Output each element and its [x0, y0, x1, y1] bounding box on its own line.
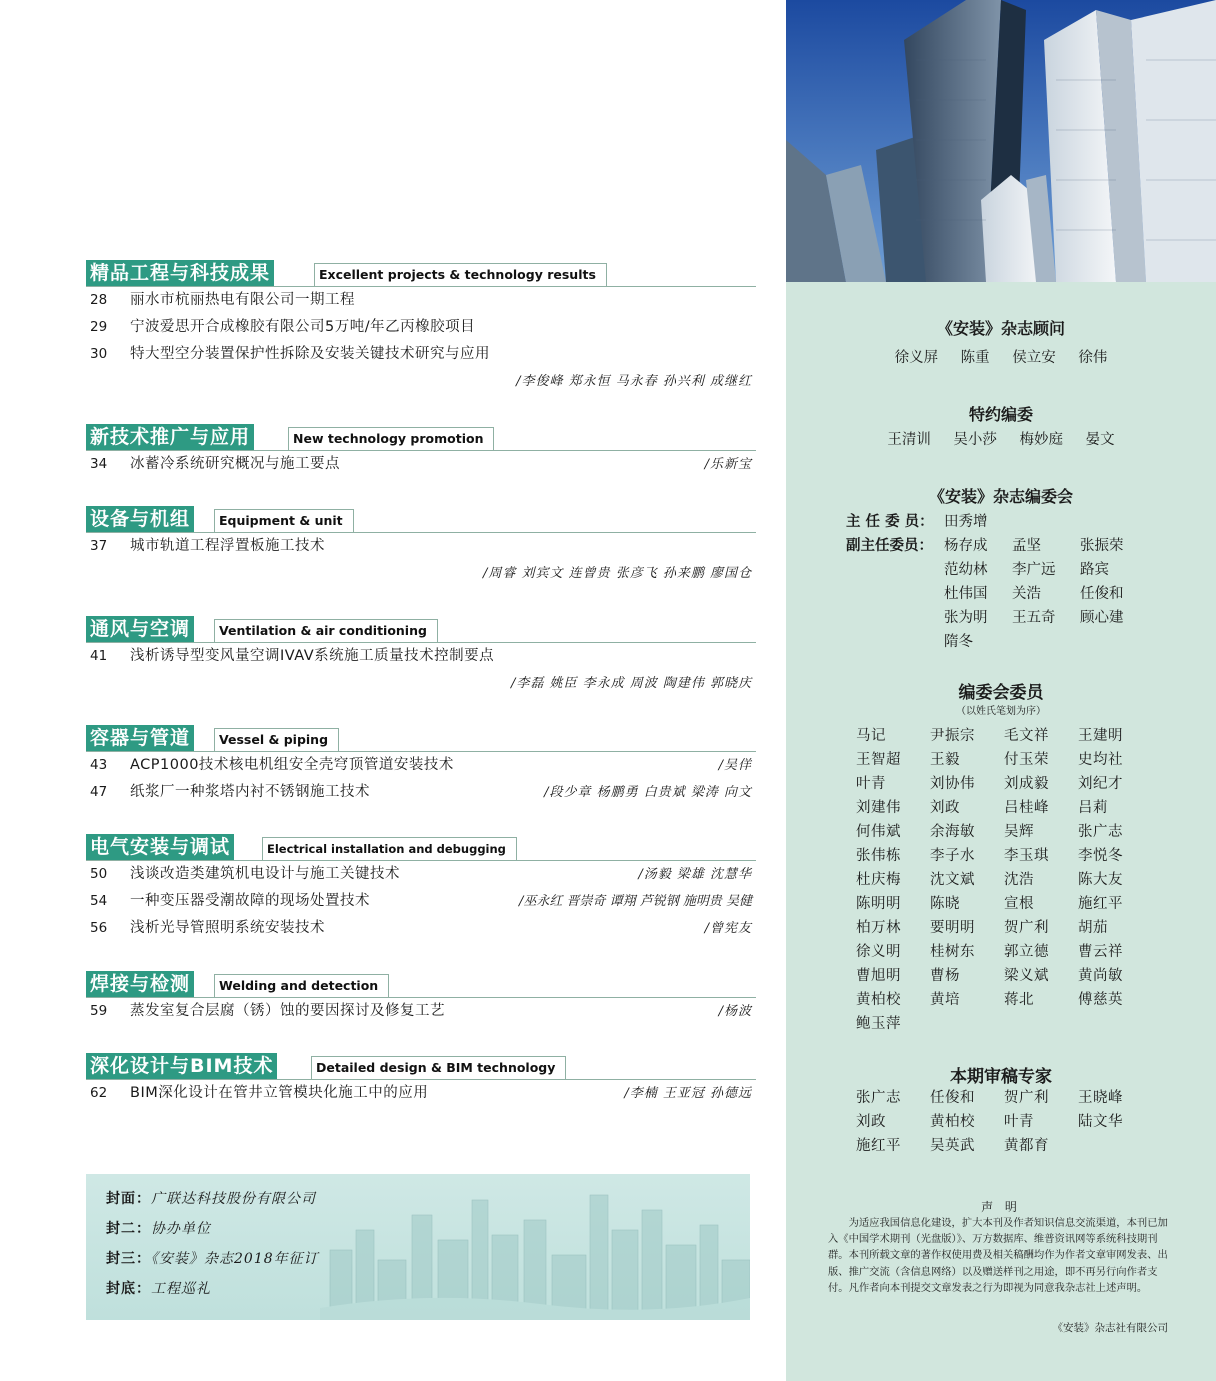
name-row	[856, 844, 1156, 868]
person-name: 吴英武	[930, 1138, 975, 1154]
name-row	[856, 772, 1156, 796]
article-title: ACP1000技术核电机组安全壳穹顶管道安装技术	[130, 757, 454, 773]
section-header	[86, 1053, 756, 1080]
person-name: 要明明	[930, 920, 975, 936]
section-title: 新技术推广与应用	[86, 424, 254, 450]
person-name: 付玉荣	[1004, 752, 1049, 768]
cover-value: 工程巡礼	[151, 1281, 211, 1297]
section-title-en: Welding and detection	[214, 974, 389, 997]
article-authors: /吴佯	[718, 758, 752, 773]
person-name: 李子水	[930, 848, 975, 864]
page-number: 37	[90, 538, 108, 554]
person-name: 刘建伟	[856, 800, 901, 816]
toc-entry[interactable]	[86, 341, 756, 368]
person-name: 陈晓	[930, 896, 960, 912]
person-name: 叶青	[1004, 1114, 1034, 1130]
person-name: 柏万林	[856, 920, 901, 936]
vice-name: 李广远	[1012, 562, 1056, 578]
person-name: 陈明明	[856, 896, 901, 912]
person-name: 刘协伟	[930, 776, 975, 792]
person-name: 尹振宗	[930, 728, 975, 744]
section-title-en: Vessel & piping	[214, 728, 339, 751]
page-number: 47	[90, 784, 108, 800]
person-name: 曹云祥	[1078, 944, 1123, 960]
toc-section	[86, 506, 756, 587]
board-committee	[846, 510, 1148, 654]
toc-section	[86, 616, 756, 697]
reviewers-grid	[856, 1086, 1156, 1158]
skyscraper-photo	[786, 0, 1216, 282]
cover-value: 广联达科技股份有限公司	[151, 1191, 316, 1207]
toc-entry[interactable]	[86, 451, 756, 478]
toc-entry[interactable]	[86, 915, 756, 942]
vice-name: 张振荣	[1080, 538, 1124, 554]
person-name: 王毅	[930, 752, 960, 768]
person-name: 刘纪才	[1078, 776, 1123, 792]
members-note: （以姓氏笔划为序）	[956, 706, 1046, 717]
person-name: 李玉琪	[1004, 848, 1049, 864]
name-row	[856, 796, 1156, 820]
person-name: 张广志	[856, 1090, 901, 1106]
person-name: 梁义斌	[1004, 968, 1049, 984]
article-title: 浅谈改造类建筑机电设计与施工关键技术	[130, 866, 400, 882]
vice-name: 杜伟国	[944, 586, 988, 602]
section-header	[86, 834, 756, 861]
person-name: 吴辉	[1004, 824, 1034, 840]
person-name: 马记	[856, 728, 886, 744]
masthead-panel	[786, 0, 1216, 1381]
cover-label: 封二：	[106, 1221, 151, 1237]
section-header	[86, 506, 756, 533]
page-number: 30	[90, 346, 108, 362]
vice-name: 王五奇	[1012, 610, 1056, 626]
page-number: 28	[90, 292, 108, 308]
article-authors: /巫永红 晋崇奇 谭翔 芦锐钢 施明贵 吴健	[518, 894, 752, 909]
person-name: 陆文华	[1078, 1114, 1123, 1130]
vice-name: 张为明	[944, 610, 988, 626]
section-title-en: Detailed design & BIM technology	[311, 1056, 566, 1079]
toc-section	[86, 424, 756, 478]
board-director-row	[846, 510, 1148, 534]
article-title: 蒸发室复合层腐（锈）蚀的要因探讨及修复工艺	[130, 1003, 445, 1019]
special-editors-title: 特约编委	[968, 405, 1033, 424]
board-vice-row	[846, 558, 1148, 582]
cover-item	[106, 1184, 316, 1214]
person-name: 贺广利	[1004, 1090, 1049, 1106]
article-title: BIM深化设计在管井立管模块化施工中的应用	[130, 1085, 429, 1101]
cover-label: 封底：	[106, 1281, 151, 1297]
article-authors: /曾宪友	[704, 921, 752, 936]
person-name: 胡茄	[1078, 920, 1108, 936]
person-name: 杜庆梅	[856, 872, 901, 888]
toc-entry[interactable]	[86, 314, 756, 341]
page-number: 29	[90, 319, 108, 335]
page-number: 41	[90, 648, 108, 664]
toc-entry[interactable]	[86, 861, 756, 888]
toc-entry[interactable]	[86, 888, 756, 915]
article-title: 特大型空分装置保护性拆除及安装关键技术研究与应用	[130, 346, 490, 362]
toc-entry[interactable]	[86, 752, 756, 779]
cover-info-box	[86, 1174, 750, 1320]
person-name: 张广志	[1078, 824, 1123, 840]
declaration-signature: 《安装》杂志社有限公司	[1052, 1322, 1168, 1334]
person-name: 刘政	[856, 1114, 886, 1130]
toc-entry[interactable]	[86, 998, 756, 1025]
person-name: 陈大友	[1078, 872, 1123, 888]
page-number: 62	[90, 1085, 108, 1101]
name-row	[856, 988, 1156, 1012]
person-name: 任俊和	[930, 1090, 975, 1106]
vice-name: 隋冬	[944, 634, 973, 650]
person-name: 余海敏	[930, 824, 975, 840]
article-authors: /段少章 杨鹏勇 白贵斌 梁涛 向文	[544, 785, 752, 800]
section-title-en: Excellent projects & technology results	[314, 263, 607, 286]
article-authors: /杨波	[718, 1004, 752, 1019]
vice-name: 关浩	[1012, 586, 1041, 602]
person-name: 桂树东	[930, 944, 975, 960]
section-title-en: Equipment & unit	[214, 509, 354, 532]
article-authors: /汤毅 梁雄 沈慧华	[638, 867, 752, 882]
person-name: 何伟斌	[856, 824, 901, 840]
name-row	[856, 820, 1156, 844]
name-row	[856, 1086, 1156, 1110]
section-title: 焊接与检测	[86, 971, 194, 997]
advisors-names: 徐义屏 陈重 侯立安 徐伟	[894, 350, 1108, 366]
board-vice-row	[846, 606, 1148, 630]
person-name: 吕莉	[1078, 800, 1108, 816]
section-title-en: Electrical installation and debugging	[262, 837, 517, 860]
article-title: 冰蓄冷系统研究概况与施工要点	[130, 456, 340, 472]
article-title: 城市轨道工程浮置板施工技术	[130, 538, 325, 554]
article-title: 一种变压器受潮故障的现场处置技术	[130, 893, 370, 909]
cover-value: 《安装》杂志2018年征订	[151, 1251, 319, 1267]
person-name: 王建明	[1078, 728, 1123, 744]
name-row	[856, 1134, 1156, 1158]
person-name: 刘政	[930, 800, 960, 816]
person-name: 史均社	[1078, 752, 1123, 768]
page-number: 34	[90, 456, 108, 472]
article-title: 宁波爱思开合成橡胶有限公司5万吨/年乙丙橡胶项目	[130, 319, 476, 335]
section-title-en: New technology promotion	[288, 427, 494, 450]
name-row	[856, 964, 1156, 988]
person-name: 徐义明	[856, 944, 901, 960]
vice-name: 范幼林	[944, 562, 988, 578]
article-title: 纸浆厂一种浆塔内衬不锈钢施工技术	[130, 784, 370, 800]
section-header	[86, 971, 756, 998]
page-number: 59	[90, 1003, 108, 1019]
person-name: 黄尚敏	[1078, 968, 1123, 984]
cover-label: 封面：	[106, 1191, 151, 1207]
article-authors: /李楠 王亚冠 孙德远	[624, 1086, 752, 1101]
vice-name: 顾心建	[1080, 610, 1124, 626]
vice-name: 路宾	[1080, 562, 1109, 578]
article-title: 浅析诱导型变风量空调IVAV系统施工质量技术控制要点	[130, 648, 495, 664]
members-title: 编委会委员	[958, 683, 1044, 703]
person-name: 黄都育	[1004, 1138, 1049, 1154]
declaration-title: 声 明	[981, 1200, 1021, 1214]
vice-label: 副主任委员：	[846, 538, 933, 554]
toc-entry[interactable]	[86, 1080, 756, 1107]
page-number: 43	[90, 757, 108, 773]
section-header	[86, 616, 756, 643]
special-editors-names: 王清训 吴小莎 梅妙庭 晏文	[887, 432, 1115, 448]
name-row	[856, 724, 1156, 748]
toc-entry[interactable]	[86, 287, 756, 314]
skyline-illustration	[320, 1180, 750, 1320]
article-title: 丽水市杭丽热电有限公司一期工程	[130, 292, 355, 308]
page-number: 54	[90, 893, 108, 909]
vice-name: 任俊和	[1080, 586, 1124, 602]
person-name: 王智超	[856, 752, 901, 768]
vice-name: 孟坚	[1012, 538, 1041, 554]
page-number: 50	[90, 866, 108, 882]
cover-item	[106, 1244, 319, 1274]
toc-section	[86, 260, 756, 395]
toc-section	[86, 834, 756, 942]
name-row	[856, 748, 1156, 772]
director-label: 主 任 委 员：	[846, 514, 934, 530]
section-title-en: Ventilation & air conditioning	[214, 619, 438, 642]
person-name: 蒋北	[1004, 992, 1034, 1008]
article-authors: /李俊峰 郑永恒 马永春 孙兴利 成继红	[516, 374, 752, 389]
toc-entry[interactable]	[86, 779, 756, 806]
person-name: 傅慈英	[1078, 992, 1123, 1008]
name-row	[856, 868, 1156, 892]
person-name: 沈浩	[1004, 872, 1034, 888]
toc-section	[86, 725, 756, 806]
person-name: 黄柏校	[856, 992, 901, 1008]
name-row	[856, 892, 1156, 916]
name-row	[856, 916, 1156, 940]
board-vice-row	[846, 582, 1148, 606]
section-title: 容器与管道	[86, 725, 194, 751]
cover-item	[106, 1214, 211, 1244]
article-title: 浅析光导管照明系统安装技术	[130, 920, 325, 936]
section-title: 电气安装与调试	[86, 834, 234, 860]
person-name: 刘成毅	[1004, 776, 1049, 792]
person-name: 郭立德	[1004, 944, 1049, 960]
person-name: 张伟栋	[856, 848, 901, 864]
toc-entry[interactable]	[86, 533, 756, 560]
person-name: 黄培	[930, 992, 960, 1008]
person-name: 沈文斌	[930, 872, 975, 888]
board-vice-row	[846, 630, 1148, 654]
person-name: 贺广利	[1004, 920, 1049, 936]
section-title: 设备与机组	[86, 506, 194, 532]
person-name: 李悦冬	[1078, 848, 1123, 864]
person-name: 曹杨	[930, 968, 960, 984]
page-number: 56	[90, 920, 108, 936]
name-row	[856, 1110, 1156, 1134]
section-header	[86, 424, 756, 451]
person-name: 吕桂峰	[1004, 800, 1049, 816]
cover-item	[106, 1274, 211, 1304]
section-title: 精品工程与科技成果	[86, 260, 274, 286]
members-grid	[856, 724, 1156, 1036]
person-name: 宣根	[1004, 896, 1034, 912]
section-header	[86, 260, 756, 287]
person-name: 曹旭明	[856, 968, 901, 984]
person-name: 施红平	[856, 1138, 901, 1154]
name-row	[856, 1012, 1156, 1036]
toc-section	[86, 1053, 756, 1107]
name-row	[856, 940, 1156, 964]
board-title: 《安装》杂志编委会	[928, 487, 1073, 506]
vice-name: 杨存成	[944, 538, 988, 554]
article-authors: /周睿 刘宾文 连曾贵 张彦飞 孙来鹏 廖国仓	[482, 566, 752, 581]
cover-value: 协办单位	[151, 1221, 211, 1237]
person-name: 施红平	[1078, 896, 1123, 912]
declaration-text: 为适应我国信息化建设，扩大本刊及作者知识信息交流渠道，本刊已加入《中国学术期刊（光盘版）》、万方数据库、维普资讯网等系统科技期刊群。本刊所载文章的著作权使用费及相关稿酬均作为作者文章审网发表、出版、推广交流（含信息网络）以及赠送样刊之用途，即不再另行向作者支付。凡作者向本刊提交文章发表之行为即视为同意我杂志社上述声明。	[828, 1217, 1168, 1294]
toc-entry[interactable]	[86, 643, 756, 670]
advisors-title: 《安装》杂志顾问	[936, 319, 1065, 338]
person-name: 黄柏校	[930, 1114, 975, 1130]
person-name: 叶青	[856, 776, 886, 792]
person-name: 王晓峰	[1078, 1090, 1123, 1106]
section-title: 通风与空调	[86, 616, 194, 642]
article-authors: /乐新宝	[704, 457, 752, 472]
section-header	[86, 725, 756, 752]
toc-section	[86, 971, 756, 1025]
person-name: 鲍玉萍	[856, 1016, 901, 1032]
director-name: 田秀增	[944, 514, 988, 530]
article-authors: /李磊 姚臣 李永成 周波 陶建伟 郭晓庆	[510, 676, 752, 691]
person-name: 毛文祥	[1004, 728, 1049, 744]
board-vice-row	[846, 534, 1148, 558]
section-title: 深化设计与BIM技术	[86, 1053, 277, 1079]
cover-label: 封三：	[106, 1251, 151, 1267]
reviewers-title: 本期审稿专家	[950, 1067, 1052, 1087]
